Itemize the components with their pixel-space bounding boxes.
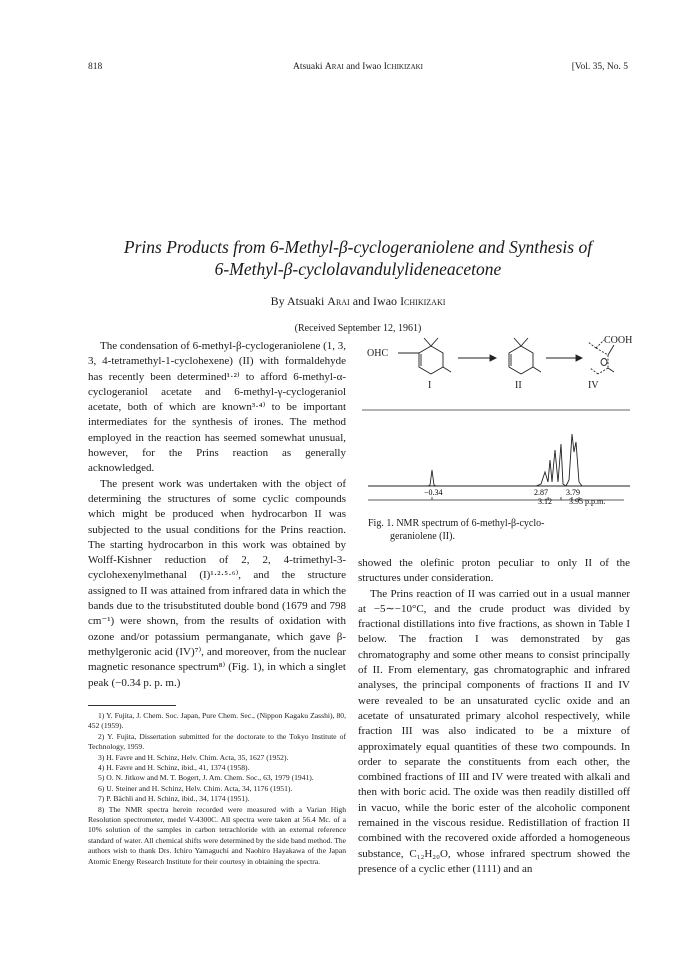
footnotes (88, 711, 346, 867)
figure-caption (368, 517, 630, 543)
peak-label: 3.79 (566, 488, 580, 497)
byline-author2-last: Ichikizaki (400, 294, 446, 308)
rh-author2-last: Ichikizaki (383, 62, 424, 72)
footnote-rule (88, 705, 176, 706)
peak-label: 3.12 (538, 497, 552, 506)
arrow-icon (458, 355, 496, 361)
byline-prefix: By Atsuaki (270, 294, 328, 308)
received-date: (Received September 12, 1961) (294, 323, 422, 334)
paragraph: The condensation of 6-methyl-β-cyclogeraniolene (1, 3, 3, 4-tetramethyl-1-cyclohexene) (II) with formaldehyde has recently been determined¹·²⁾ to afford 6-methyl-α-cyclogeraniol acetate and 6-methyl-γ-cyclogeraniol acetate, both of which are known³·⁴⁾ to be important intermediates for the synthesis of irones. The method employed in the reaction has seemed somewhat unusual, however, for the Prins reaction as generally acknowledged. (88, 340, 346, 475)
peak-label: 3.95 p.p.m. (569, 497, 606, 506)
structure-I (398, 338, 451, 374)
footnote: 6) U. Steiner and H. Schinz, Helv. Chim. Acta, 34, 1176 (1951). (98, 783, 293, 793)
caption-line-1: Fig. 1. NMR spectrum of 6-methyl-β-cyclo- (368, 518, 545, 529)
caption-line-2: geraniolene (II). (390, 531, 455, 542)
peak-label: −0.34 (424, 488, 443, 497)
byline (88, 294, 628, 309)
compound-label-IV: IV (588, 380, 599, 391)
byline-author1-last: Arai (327, 294, 350, 308)
nmr-spectrum (368, 434, 630, 486)
footnote: 8) The NMR spectra herein recorded were measured with a Varian High Resolution spectrometer, medel V-4300C. All spectra were taken at 56.4 Mc. of a 10% solution of the samples in carbon tetrachloride with an external reference standard of water. All chemical shifts were determined by the side band method. The authors wish to thank Drs. Ichiro Yamaguchi and Naohiro Hayakawa of the Japan Atomic Energy Research Institute for their courtesy in obtaining the spectra. (88, 804, 346, 866)
volume-info: [Vol. 35, No. 5 (571, 62, 628, 72)
left-column (88, 339, 346, 691)
compound-label-I: I (428, 380, 432, 391)
paragraph: showed the olefinic proton peculiar to only II of the structures under consideration. (358, 557, 630, 585)
page-number: 818 (88, 62, 103, 72)
figure-1 (358, 334, 633, 554)
paragraph: The Prins reaction of II was carried out in a usual manner at −5∼−10°C, and the crude product was divided by fractional distillations into five fractions, as shown in Table I below. The fraction I was demonstrated by gas chromatography and some other means to consist principally of II. From elementary, gas chromatographic and infrared analyses, the principal components of fractions II and IV were revealed to be an unsaturated cyclic oxide and an acetate of unsaturated primary alcohol respectively, while fraction III was also indicated to be a mixture of approximately equal quantities of these two compounds. In order to separate the constituents from each other, the combined fractions of III and IV were treated with alkali and then with boric acid. The oxide was then readily distilled off in vacuo, while the boric ester of the alcoholic component remained in the viscous residue. Redistillation of fraction II combined with the recovered oxide afforded a homogeneous substance, C₁₂H₂₀O, whose infrared spectrum showed the presence of a cyclic ether (1111) and an (358, 587, 630, 875)
footnote: 4) H. Favre and H. Schinz, ibid., 41, 1374 (1958). (98, 763, 250, 773)
byline-mid: and Iwao (349, 294, 401, 308)
footnote: 7) P. Bächli and H. Schinz, ibid., 34, 1174 (1951). (98, 794, 250, 804)
paragraph: The present work was undertaken with the object of determining the structures of some cyclic compounds which might be produced when hydrocarbon II was subjected to the usual conditions for the Prins reaction. The starting hydrocarbon in this work was obtained by Wolff-Kishner reduction of 2, 2, 4-trimethyl-3-cyclohexenylmethanal (I)¹·²·⁵·⁶⁾, and the structure assigned to II was attained from infrared data in which the bands due to the trisubstituted double bond (1679 and 798 cm⁻¹) were shown, from the results of oxidation with ozone and/or potassium permanganate, which gave β-methylgeronic acid (IV)⁷⁾, and moreover, from the nuclear magnetic resonance spectrum⁸⁾ (Fig. 1), in which a singlet peak (−0.34 p. p. m.) (88, 477, 346, 689)
title-line-1: Prins Products from 6-Methyl-β-cyclogeraniolene and Synthesis of (123, 237, 593, 257)
footnote: 3) H. Favre and H. Schinz, Helv. Chim. Acta, 35, 1627 (1952). (98, 752, 289, 762)
rh-connector: and Iwao (343, 62, 384, 72)
running-head-authors (88, 62, 628, 72)
running-head (88, 62, 628, 76)
title-line-2: 6-Methyl-β-cyclolavandulylideneacetone (214, 259, 502, 279)
rh-author1-last: Arai (324, 62, 344, 72)
compound-label-II: II (515, 380, 522, 391)
ohc-label: OHC (367, 348, 389, 359)
structure-II (509, 338, 541, 374)
right-column (358, 556, 630, 877)
article-title (88, 236, 628, 280)
footnote: 5) O. N. Jitkow and M. T. Bogert, J. Am. Chem. Soc., 63, 1979 (1941). (98, 773, 314, 783)
arrow-icon (546, 355, 582, 361)
footnote: 2) Y. Fujita, Dissertation submitted for the doctorate to the Tokyo Institute of Technology, 1959. (88, 731, 346, 752)
cooh-label: COOH (604, 335, 633, 346)
rh-author1-first: Atsuaki (292, 62, 325, 72)
footnote: 1) Y. Fujita, J. Chem. Soc. Japan, Pure Chem. Sec., (Nippon Kagaku Zasshi), 80, 452 (1959). (88, 711, 346, 731)
peak-label: 2.87 (534, 488, 548, 497)
